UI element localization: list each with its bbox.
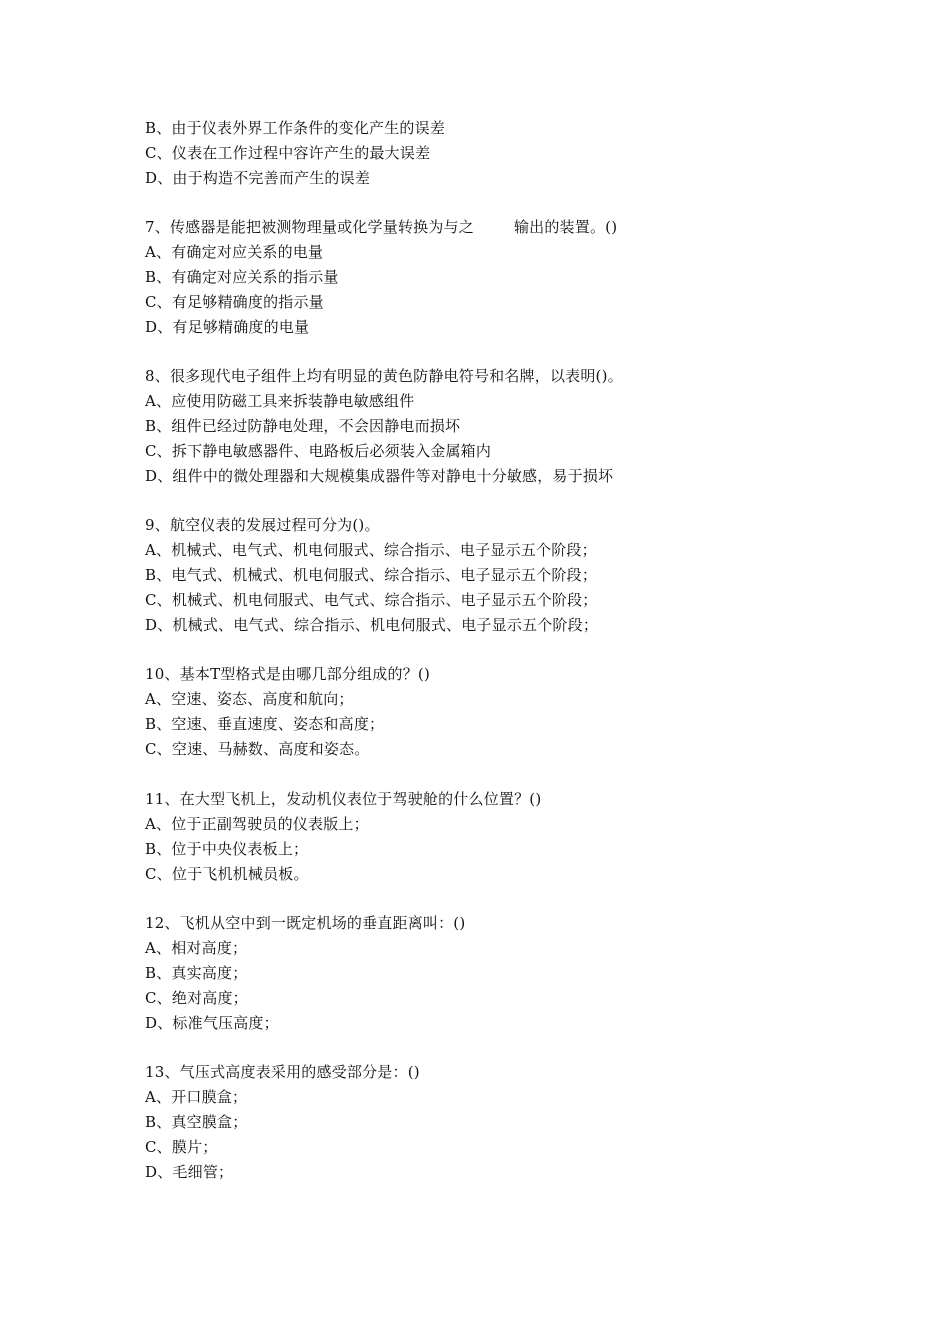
option-d: D、机械式、电气式、综合指示、机电伺服式、电子显示五个阶段； [145, 616, 599, 634]
question-12 [145, 911, 865, 1036]
question-stem: 12、飞机从空中到一既定机场的垂直距离叫：() [145, 914, 466, 932]
option-d: D、标准气压高度； [145, 1014, 279, 1032]
option-a: A、有确定对应关系的电量 [145, 243, 324, 261]
question-stem: 11、在大型飞机上，发动机仪表位于驾驶舱的什么位置？() [145, 790, 542, 808]
option-b: B、由于仪表外界工作条件的变化产生的误差 [145, 119, 446, 137]
option-a: A、相对高度； [145, 939, 248, 957]
question-11 [145, 787, 865, 887]
option-c: C、膜片； [145, 1138, 218, 1156]
question-8 [145, 364, 865, 489]
option-b: B、真空膜盒； [145, 1113, 248, 1131]
option-a: A、空速、姿态、高度和航向； [145, 690, 354, 708]
stem-part-2: 输出的装置。() [513, 218, 618, 236]
question-9 [145, 513, 865, 638]
option-c: C、拆下静电敏感器件、电路板后必须装入金属箱内 [145, 442, 492, 460]
option-c: C、位于飞机机械员板。 [145, 865, 309, 883]
question-stem: 10、基本T型格式是由哪几部分组成的？() [145, 665, 430, 683]
option-c: C、空速、马赫数、高度和姿态。 [145, 740, 370, 758]
stem-part-1: 7、传感器是能把被测物理量或化学量转换为与之 [145, 218, 474, 236]
option-a: A、机械式、电气式、机电伺服式、综合指示、电子显示五个阶段； [145, 541, 597, 559]
question-stem [145, 215, 865, 240]
option-d: D、有足够精确度的电量 [145, 318, 310, 336]
option-b: B、真实高度； [145, 964, 248, 982]
question-13 [145, 1060, 865, 1185]
option-c: C、绝对高度； [145, 989, 248, 1007]
question-stem: 13、气压式高度表采用的感受部分是：() [145, 1063, 420, 1081]
option-d: D、毛细管； [145, 1163, 234, 1181]
question-7 [145, 215, 865, 340]
option-b: B、空速、垂直速度、姿态和高度； [145, 715, 385, 733]
question-stem: 9、航空仪表的发展过程可分为()。 [145, 516, 380, 534]
option-b: B、有确定对应关系的指示量 [145, 268, 339, 286]
option-c: C、有足够精确度的指示量 [145, 293, 324, 311]
option-d: D、由于构造不完善而产生的误差 [145, 169, 371, 187]
option-b: B、电气式、机械式、机电伺服式、综合指示、电子显示五个阶段； [145, 566, 598, 584]
option-c: C、仪表在工作过程中容许产生的最大误差 [145, 144, 431, 162]
question-stem: 8、很多现代电子组件上均有明显的黄色防静电符号和名牌，以表明()。 [145, 367, 623, 385]
question-10 [145, 662, 865, 762]
option-d: D、组件中的微处理器和大规模集成器件等对静电十分敏感，易于损坏 [145, 467, 614, 485]
option-c: C、机械式、机电伺服式、电气式、综合指示、电子显示五个阶段； [145, 591, 598, 609]
option-b: B、组件已经过防静电处理，不会因静电而损坏 [145, 417, 461, 435]
option-b: B、位于中央仪表板上； [145, 840, 309, 858]
previous-question-options [145, 116, 865, 191]
option-a: A、位于正副驾驶员的仪表版上； [145, 815, 369, 833]
option-a: A、应使用防磁工具来拆装静电敏感组件 [145, 392, 415, 410]
option-a: A、开口膜盒； [145, 1088, 248, 1106]
